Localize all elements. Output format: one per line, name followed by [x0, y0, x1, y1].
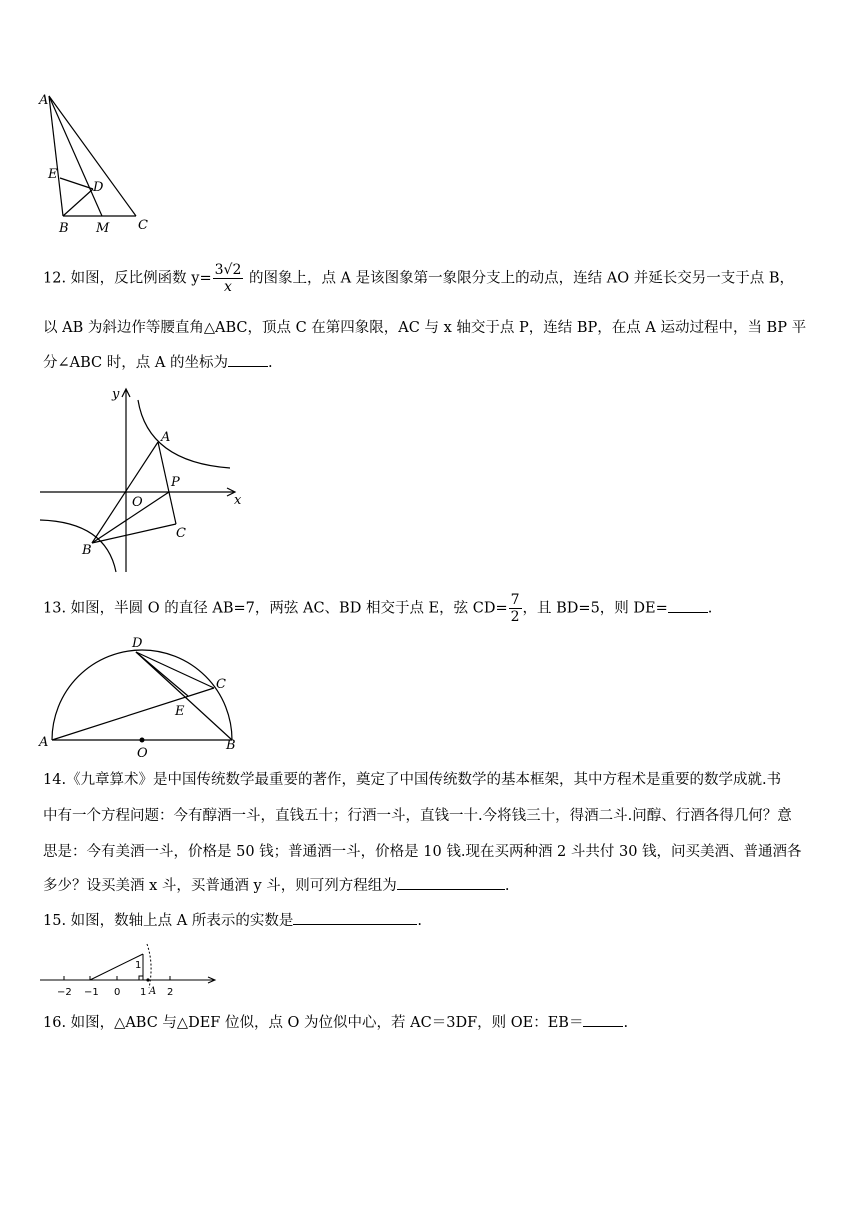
- q14-line1-text: 《九章算术》是中国传统数学最重要的著作，奠定了中国传统数学的基本框架，其中方程术是重要的数学成就.书: [66, 772, 782, 788]
- label-one: 1: [135, 960, 142, 971]
- fraction-denominator: 2: [510, 609, 520, 625]
- figure-q13-semicircle: [36, 632, 246, 760]
- question-number: 14.: [43, 772, 67, 788]
- label-y: y: [112, 387, 120, 402]
- q12-text-start: 如图，反比例函数 y=: [70, 270, 212, 287]
- hyperbola-branch-2: [40, 520, 116, 572]
- label-a: A: [39, 735, 49, 750]
- label-a: A: [161, 430, 171, 445]
- label-b: B: [226, 738, 236, 753]
- center-point-o: [140, 738, 145, 743]
- semicircle-arc: [52, 650, 232, 740]
- q14-line4-text: 多少？设买美酒 x 斗，买普通酒 y 斗，则可列方程组为: [43, 878, 397, 894]
- question-13: 13. 如图，半圆 O 的直径 AB=7，两弦 AC、BD 相交于点 E，弦 CD= $\frac{7}{2}$ ，且 BD=5，则 DE= .: [43, 592, 713, 625]
- right-angle-mark: [139, 976, 143, 980]
- label-e: E: [175, 704, 185, 719]
- question-16: 16. 如图，△ABC 与△DEF 位似，点 O 为位似中心，若 AC＝3DF，则 OE：EB＝ .: [43, 1012, 628, 1033]
- figure-q12-hyperbola: [36, 382, 250, 578]
- tick-label-neg2: −2: [57, 987, 72, 998]
- q13-text-start: 如图，半圆 O 的直径 AB=7，两弦 AC、BD 相交于点 E，弦 CD=: [70, 600, 508, 617]
- answer-blank-q16[interactable]: [583, 1012, 623, 1027]
- segment-bc: [92, 524, 176, 543]
- q12-text-end: 的图象上，点 A 是该图象第一象限分支上的动点，连结 AO 并延长交另一支于点 B，: [244, 270, 795, 287]
- q13-text-mid: ，且 BD=5，则 DE=: [522, 600, 668, 617]
- segment-ac: [49, 96, 136, 216]
- tick-label-neg1: −1: [84, 987, 99, 998]
- q12-line3-text: 分∠ABC 时，点 A 的坐标为: [43, 355, 228, 371]
- answer-blank-q14[interactable]: [397, 875, 505, 890]
- segment-bd: [63, 189, 93, 216]
- question-14-line-4: 多少？设买美酒 x 斗，买普通酒 y 斗，则可列方程组为 .: [43, 875, 509, 896]
- question-number: 15.: [43, 913, 67, 929]
- fraction-numerator: 7: [510, 592, 520, 608]
- chord-cd: [136, 652, 214, 688]
- question-number: 16.: [43, 1015, 67, 1031]
- question-14-line-2: 中有一个方程问题：今有醇酒一斗，直钱五十；行酒一斗，直钱一十.今将钱三十，得酒二斗.问醇、行酒各得几何？意: [43, 808, 792, 824]
- label-c: C: [216, 677, 226, 692]
- answer-blank-q12[interactable]: [228, 352, 268, 367]
- label-b: B: [59, 221, 69, 236]
- tick-label-1: 1: [140, 987, 147, 998]
- chord-bd: [136, 652, 232, 740]
- fraction-numerator: 3√2: [214, 262, 242, 278]
- question-12-line-1: [43, 262, 794, 295]
- q16-text: 如图，△ABC 与△DEF 位似，点 O 为位似中心，若 AC＝3DF，则 OE：EB＝: [70, 1015, 584, 1031]
- segment-am: [49, 96, 102, 216]
- answer-blank-q15[interactable]: [293, 910, 417, 925]
- label-a: A: [149, 986, 157, 997]
- question-number: 12.: [43, 270, 67, 287]
- label-o: O: [137, 746, 148, 760]
- label-m: M: [96, 221, 110, 236]
- segment-bp: [92, 492, 169, 543]
- figure-q15-number-line: [36, 940, 226, 998]
- chord-ac: [52, 688, 214, 740]
- hyperbola-branch-1: [138, 400, 230, 468]
- label-b: B: [82, 543, 92, 558]
- question-12-line-3: 分∠ABC 时，点 A 的坐标为 .: [43, 352, 273, 373]
- label-d: D: [93, 180, 104, 195]
- label-o: O: [132, 495, 143, 510]
- label-e: E: [48, 167, 58, 182]
- fraction-denominator: x: [224, 279, 232, 295]
- q15-text: 如图，数轴上点 A 所表示的实数是: [70, 913, 294, 929]
- label-d: D: [132, 636, 143, 651]
- question-14-line-3: 思是：今有美酒一斗，价格是 50 钱；普通酒一斗，价格是 10 钱.现在买两种酒 2 斗共付 30 钱，问买美酒、普通酒各: [43, 844, 802, 860]
- question-12-line-2: 以 AB 为斜边作等腰直角△ABC，顶点 C 在第四象限，AC 与 x 轴交于点 P，连结 BP，在点 A 运动过程中，当 BP 平: [43, 320, 807, 336]
- question-number: 13.: [43, 600, 67, 617]
- fraction-7-over-2: [509, 592, 522, 625]
- label-c: C: [176, 526, 186, 541]
- question-15: 15. 如图，数轴上点 A 所表示的实数是 .: [43, 910, 422, 931]
- label-a: A: [39, 93, 49, 108]
- point-a: [146, 978, 149, 981]
- fraction-3root2-over-x: [213, 262, 244, 295]
- tick-label-2: 2: [167, 987, 174, 998]
- label-x: x: [234, 493, 242, 508]
- label-p: P: [171, 475, 180, 490]
- figure-q11-triangle: [36, 90, 156, 236]
- segment-ab: [49, 96, 63, 216]
- label-c: C: [138, 218, 148, 233]
- answer-blank-q13[interactable]: [668, 598, 708, 613]
- tick-label-0: 0: [114, 987, 121, 998]
- question-14-line-1: [43, 770, 781, 790]
